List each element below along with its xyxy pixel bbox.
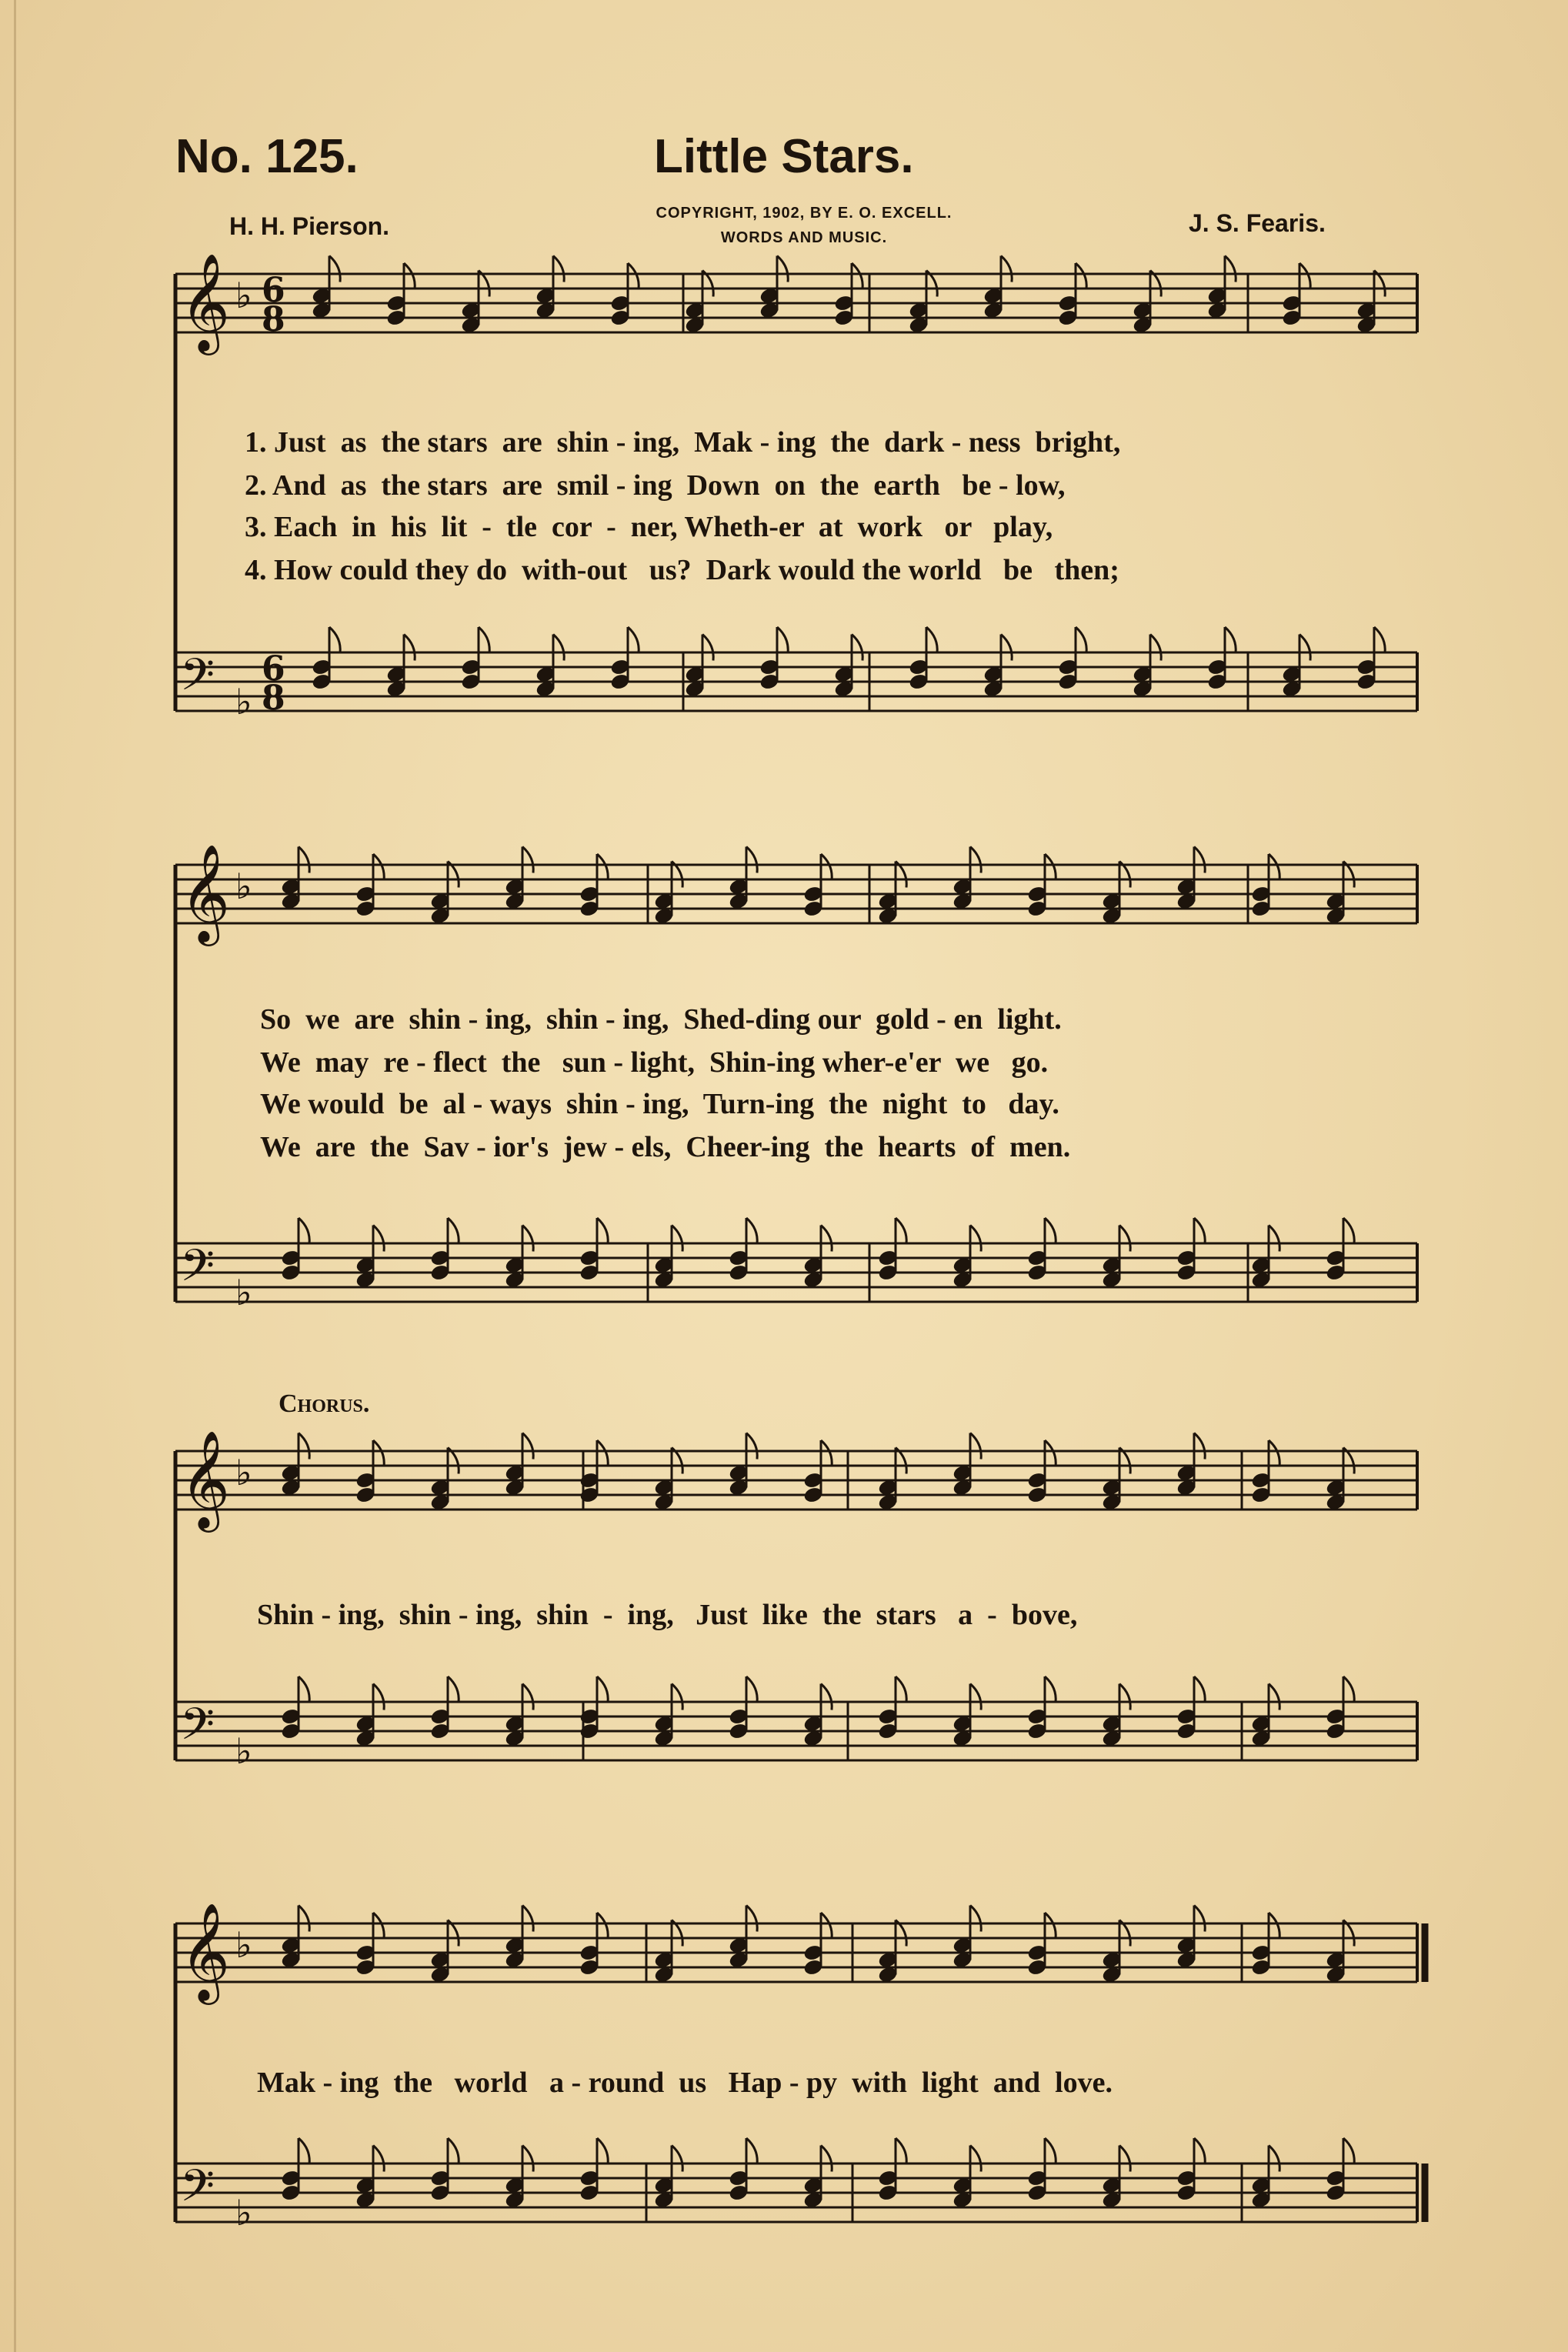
note-flag	[672, 1226, 682, 1252]
note-flag	[299, 847, 309, 873]
lyricist-credit: H. H. Pierson.	[229, 212, 390, 240]
note-flag	[404, 635, 415, 661]
note-flag	[896, 2138, 906, 2164]
note-flag	[299, 1433, 309, 1460]
time-signature-top: 6	[262, 649, 285, 689]
note-flag	[1343, 1218, 1354, 1244]
note-flag	[299, 1676, 309, 1703]
note-flag	[777, 627, 788, 653]
verse-3-refrain-line: We would be al - ways shin - ing, Turn-ing the night to day.	[260, 1088, 1059, 1120]
note-flag	[852, 263, 862, 289]
note-flag	[821, 1684, 832, 1710]
note-flag	[553, 635, 564, 661]
note-flag	[746, 847, 757, 873]
note-flag	[522, 1226, 533, 1252]
note-flag	[522, 1684, 533, 1710]
note-flag	[970, 847, 981, 873]
note-flag	[1225, 627, 1236, 653]
note-flag	[299, 1906, 309, 1932]
note-flag	[1045, 1218, 1056, 1244]
note-flag	[1269, 1684, 1279, 1710]
time-signature-bottom: 8	[262, 300, 285, 339]
note-flag	[746, 1676, 757, 1703]
note-flag	[1269, 1226, 1279, 1252]
chorus-label: Chorus.	[279, 1390, 370, 1418]
note-flag	[672, 1684, 682, 1710]
note-flag	[373, 854, 384, 880]
flat-icon: ♭	[235, 866, 252, 907]
flat-icon: ♭	[235, 1452, 252, 1493]
note-flag	[970, 1684, 981, 1710]
note-flag	[1001, 256, 1012, 282]
note-flag	[1194, 1906, 1205, 1932]
note-flag	[852, 635, 862, 661]
bass-clef-icon: 𝄢	[180, 1239, 215, 1303]
note-flag	[373, 1440, 384, 1466]
composer-credit: J. S. Fearis.	[1189, 209, 1326, 237]
note-flag	[1343, 1676, 1354, 1703]
note-flag	[522, 1433, 533, 1460]
note-flag	[448, 1218, 459, 1244]
note-flag	[1343, 2138, 1354, 2164]
note-flag	[746, 2138, 757, 2164]
note-flag	[1119, 2146, 1130, 2172]
note-flag	[597, 1440, 608, 1466]
note-flag	[970, 1906, 981, 1932]
note-flag	[1269, 854, 1279, 880]
chorus-line-2: Mak - ing the world a - round us Hap - py with light and love.	[257, 2067, 1113, 2099]
note-flag	[821, 1226, 832, 1252]
treble-clef-icon: 𝄞	[180, 1902, 231, 2000]
note-flag	[672, 2146, 682, 2172]
note-flag	[522, 847, 533, 873]
verse-4-line: 4. How could they do with-out us? Dark would the world be then;	[245, 554, 1119, 586]
flat-icon: ♭	[235, 1730, 252, 1772]
note-flag	[1150, 635, 1161, 661]
note-flag	[702, 635, 713, 661]
note-flag	[896, 1218, 906, 1244]
note-flag	[1194, 1676, 1205, 1703]
note-flag	[479, 627, 489, 653]
verse-4-refrain-line: We are the Sav - ior's jew - els, Cheer-ing the hearts of men.	[260, 1131, 1071, 1163]
note-flag	[597, 1913, 608, 1939]
note-flag	[448, 2138, 459, 2164]
note-flag	[1119, 1226, 1130, 1252]
note-flag	[373, 2146, 384, 2172]
note-flag	[1194, 1433, 1205, 1460]
note-flag	[821, 1913, 832, 1939]
note-flag	[299, 2138, 309, 2164]
note-flag	[1269, 1913, 1279, 1939]
note-flag	[821, 2146, 832, 2172]
note-flag	[926, 627, 937, 653]
note-flag	[1045, 1913, 1056, 1939]
note-flag	[1225, 256, 1236, 282]
note-flag	[329, 627, 340, 653]
note-flag	[746, 1906, 757, 1932]
flat-icon: ♭	[235, 275, 252, 316]
note-flag	[299, 1218, 309, 1244]
flat-icon: ♭	[235, 681, 252, 722]
note-flag	[1194, 2138, 1205, 2164]
note-flag	[1194, 1218, 1205, 1244]
note-flag	[1194, 847, 1205, 873]
time-signature-bottom: 8	[262, 679, 285, 718]
flat-icon: ♭	[235, 2192, 252, 2234]
note-flag	[1299, 263, 1310, 289]
copyright-line: COPYRIGHT, 1902, BY E. O. EXCELL.	[656, 205, 952, 222]
note-flag	[373, 1226, 384, 1252]
treble-clef-icon: 𝄞	[180, 843, 231, 942]
note-flag	[329, 256, 340, 282]
verse-1-refrain-line: So we are shin - ing, shin - ing, Shed-ding our gold - en light.	[260, 1003, 1062, 1036]
note-flag	[1045, 1440, 1056, 1466]
treble-clef-icon: 𝄞	[180, 252, 231, 351]
note-flag	[777, 256, 788, 282]
note-flag	[821, 854, 832, 880]
bass-clef-icon: 𝄢	[180, 649, 215, 712]
time-signature-top: 6	[262, 271, 285, 310]
note-flag	[1045, 854, 1056, 880]
note-flag	[522, 2146, 533, 2172]
verse-3-line: 3. Each in his lit - tle cor - ner, Wheth-er at work or play,	[245, 511, 1053, 543]
note-flag	[1076, 263, 1086, 289]
note-flag	[597, 1218, 608, 1244]
note-flag	[1269, 1440, 1279, 1466]
note-flag	[373, 1913, 384, 1939]
bass-clef-icon: 𝄢	[180, 2160, 215, 2223]
note-flag	[970, 1226, 981, 1252]
note-flag	[1119, 1684, 1130, 1710]
treble-clef-icon: 𝄞	[180, 1430, 231, 1528]
flat-icon: ♭	[235, 1924, 252, 1966]
verse-2-refrain-line: We may re - flect the sun - light, Shin-ing wher-e'er we go.	[260, 1046, 1049, 1079]
note-flag	[1269, 2146, 1279, 2172]
verse-2-line: 2. And as the stars are smil - ing Down on the earth be - low,	[245, 469, 1066, 502]
note-flag	[1076, 627, 1086, 653]
note-flag	[896, 1676, 906, 1703]
bass-clef-icon: 𝄢	[180, 1698, 215, 1761]
note-flag	[746, 1218, 757, 1244]
note-flag	[1045, 1676, 1056, 1703]
note-flag	[1045, 2138, 1056, 2164]
note-flag	[404, 263, 415, 289]
note-flag	[448, 1676, 459, 1703]
hymn-title: Little Stars.	[654, 130, 914, 183]
note-flag	[628, 627, 639, 653]
note-flag	[597, 854, 608, 880]
note-flag	[1299, 635, 1310, 661]
copyright-subline: WORDS AND MUSIC.	[720, 229, 888, 246]
verse-1-line: 1. Just as the stars are shin - ing, Mak - ing the dark - ness bright,	[245, 426, 1121, 459]
note-flag	[373, 1684, 384, 1710]
note-flag	[1001, 635, 1012, 661]
note-flag	[522, 1906, 533, 1932]
note-flag	[628, 263, 639, 289]
hymn-number: No. 125.	[175, 130, 359, 183]
chorus-line-1: Shin - ing, shin - ing, shin - ing, Just like the stars a - bove,	[257, 1599, 1078, 1631]
note-flag	[597, 1676, 608, 1703]
note-flag	[1374, 627, 1385, 653]
flat-icon: ♭	[235, 1272, 252, 1313]
note-flag	[553, 256, 564, 282]
note-flag	[970, 2146, 981, 2172]
note-flag	[746, 1433, 757, 1460]
note-flag	[970, 1433, 981, 1460]
note-flag	[821, 1440, 832, 1466]
note-flag	[597, 2138, 608, 2164]
